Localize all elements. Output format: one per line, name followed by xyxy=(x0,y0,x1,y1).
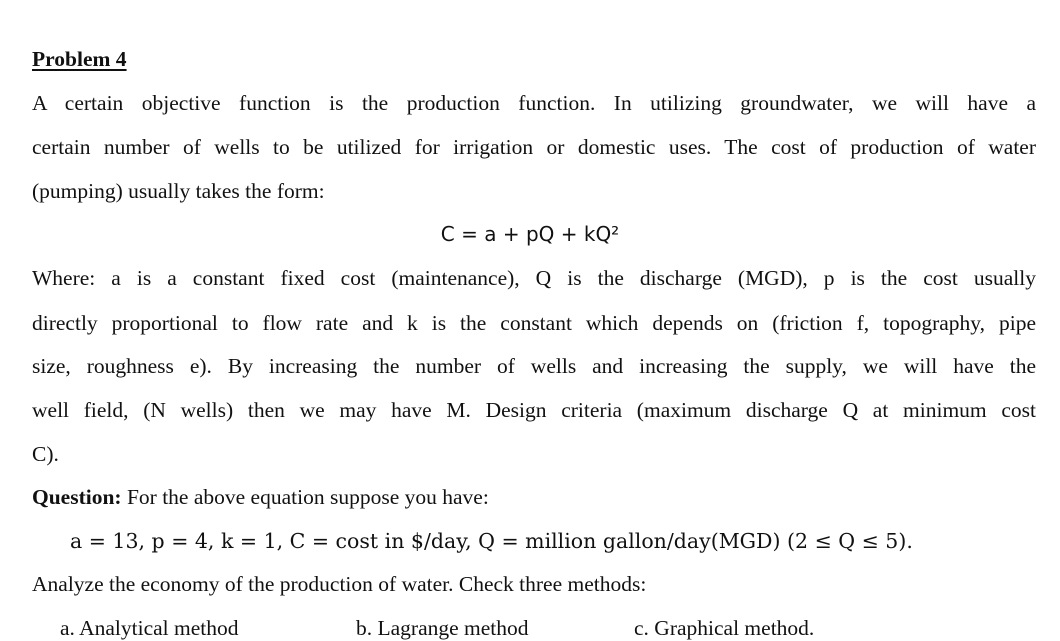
cost-equation: C = a + pQ + kQ² xyxy=(440,222,620,246)
paragraph2-line-1: Where: a is a constant fixed cost (maintenance), Q is the discharge (MGD), p is the cost usually xyxy=(32,266,1036,290)
paragraph2-line-2: directly proportional to flow rate and k is the constant which depends on (friction f, topography, pipe xyxy=(32,311,1036,335)
problem-title: Problem 4 xyxy=(32,47,127,71)
method-lagrange: b. Lagrange method xyxy=(356,616,529,640)
paragraph1-line-1: A certain objective function is the production function. In utilizing groundwater, we will have a xyxy=(32,91,1036,115)
instruction-line: Analyze the economy of the production of water. Check three methods: xyxy=(32,572,647,596)
paragraph1-line-3: (pumping) usually takes the form: xyxy=(32,179,325,203)
paragraph2-line-4: well field, (N wells) then we may have M. Design criteria (maximum discharge Q at minimum cost xyxy=(32,398,1036,422)
method-analytical: a. Analytical method xyxy=(60,616,239,640)
method-graphical: c. Graphical method. xyxy=(634,616,815,640)
given-values: a = 13, p = 4, k = 1, C = cost in $/day, Q = million gallon/day(MGD) (2 ≤ Q ≤ 5). xyxy=(70,529,913,553)
question-label: Question: xyxy=(32,485,122,509)
paragraph2-line-5: C). xyxy=(32,442,59,466)
paragraph2-line-3: size, roughness e). By increasing the number of wells and increasing the supply, we will have the xyxy=(32,354,1036,378)
question-text: For the above equation suppose you have: xyxy=(121,485,489,509)
paragraph1-line-2: certain number of wells to be utilized for irrigation or domestic uses. The cost of production of water xyxy=(32,135,1036,159)
question-line xyxy=(32,484,489,510)
